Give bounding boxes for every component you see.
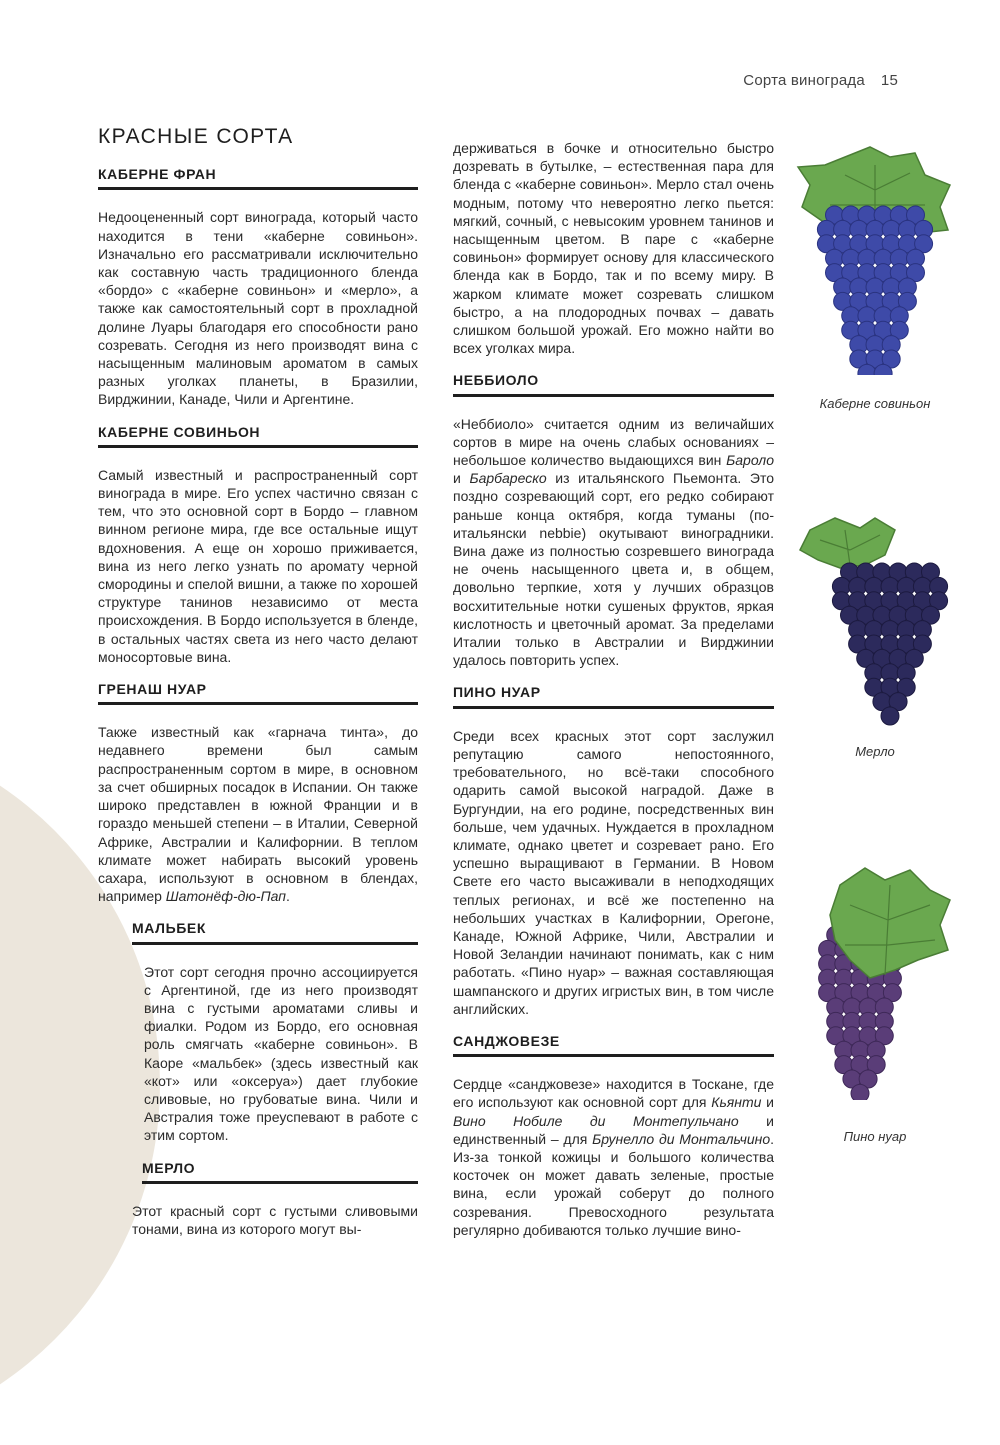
text-cabernet-sauvignon: Самый известный и распространенный сорт винограда в мире. Его успех частично связан с тем, что это основной сорт в Бордо – главном винном регионе мира, где все остальные ищут вдохновения. А еще он хорошо приживается, вина из него легко узнать по аромату черной смородины и спелой вишни, а также по хорошей структуре танинов независимо от места происхождения. В Бордо используется в бленде, в остальных частях света из него часто делают моносортовые вина.: [98, 466, 418, 665]
heading-cabernet-franc: КАБЕРНЕ ФРАН: [98, 165, 418, 190]
text-pinot-noir: Среди всех красных этот сорт заслужил репутацию самого непостоянного, требовательного, но всё-таки способного одарить самой высокой наградой. Даже в Бургундии, на его родине, посредственных вин больше, чем удачных. Нуждается в прохладном климате, однако цветет и созревает рано. Его успешно выращивают в Германии. В Новом Свете его часто высаживали в неподходящих теплых регионах, и всё же постепенно на небольших участках в Калифорнии, Орегоне, Канаде, Южной Африке, Чили, Австралии и Новой Зеландии начинают понимать, как с ним работать. «Пино нуар» – важная составляющая шампанского и других игристых вин, в том числе английских.: [453, 727, 774, 1017]
section-title: КРАСНЫЕ СОРТА: [98, 125, 294, 148]
header-title: Сорта винограда: [743, 72, 865, 89]
running-header: [743, 72, 898, 89]
caption-merlot: Мерло: [855, 744, 895, 759]
heading-merlot: МЕРЛО: [142, 1159, 418, 1184]
left-column: [98, 125, 418, 1238]
text-malbec: Этот сорт сегодня прочно ассоциируется с Аргентиной, где из него производят вина с густыми ароматами сливы и фиалки. Родом из Бордо, его основная роль смягчать «каберне совиньон». В Каоре «мальбек» (здесь известный как «кот» или «оксеруа») дает глубокие сливовые, но грубоватые вина. Чили и Австралия тоже преуспевают в работе с этим сортом.: [144, 963, 418, 1144]
text-merlot: Этот красный сорт с густыми сливовыми тонами, вина из которого могут вы-: [132, 1202, 418, 1237]
caption-cabernet-sauvignon: Каберне совиньон: [819, 396, 931, 411]
text-sangiovese: Сердце «санджовезе» находится в Тоскане, где его используют как основной сорт для Кьянти и Вино Нобиле ди Монтепульчано и единственный – для Брунелло ди Монтальчино. Из-за тонкой кожицы и большого количества косточек он может давать зеленые, простые вина, если урожай соберут до полного созревания. Превосходного результата регулярно добиваются только лучшие вино-: [453, 1076, 774, 1238]
heading-nebbiolo: НЕББИОЛО: [453, 371, 774, 396]
text-cabernet-franc: Недооцененный сорт винограда, который часто находится в тени «каберне совиньон». Изначально его рассматривали исключительно как составную часть традиционного бленда «бордо» с «каберне совиньон» и «мерло», а также как самостоятельный сорт в прохладной долине Луары благодаря его способности рано созревать. Сегодня из него производят вина с насыщенным малиновым ароматом в самых разных уголках планеты, в Бразилии, Вирджинии, Канаде, Чили и Аргентине.: [98, 209, 418, 408]
heading-grenache: ГРЕНАШ НУАР: [98, 680, 418, 705]
heading-cabernet-sauvignon: КАБЕРНЕ СОВИНЬОН: [98, 423, 418, 448]
heading-malbec: МАЛЬБЕК: [132, 919, 418, 944]
heading-sangiovese: САНДЖОВЕЗЕ: [453, 1032, 774, 1057]
page-number: 15: [880, 72, 898, 89]
text-nebbiolo: «Неббиоло» считается одним из величайших сортов в мире на очень слабых основаниях – небольшое количество выдающихся вин Бароло и Барбареско из итальянского Пьемонта. Это поздно созревающий сорт, его редко собирают раньше конца октября, когда туманы (по-итальянски nebbie) окутывают виноградники. Вина даже из полностью созревшего винограда не очень насыщенного цвета и, в общем, довольно терпкие, хотя у лучших образцов восхитительные нотки сушеных фруктов, яркая кислотность и цветочный аромат. За пределами Италии только в Австралии и Вирджинии удалось повторить успех.: [453, 415, 774, 669]
grape-bunch-icon: [790, 510, 960, 735]
right-column: [453, 139, 774, 1239]
heading-pinot-noir: ПИНО НУАР: [453, 683, 774, 708]
grape-bunch-icon: [790, 145, 960, 375]
text-merlot-continued: держиваться в бочке и относительно быстро дозревать в бутылке, – естественная пара для бленда с «каберне совиньон». Мерло стал очень модным, потому что невероятно легко пьется: мягкий, сочный, с невысоким уровнем танинов и насыщенным цветом. В паре с «каберне совиньон» формирует основу для классического бленда как в Бордо, так и по всему миру. В жарком климате может созревать слишком быстро, а на плодородных почвах – давать слишком большой урожай. Его можно найти во всех уголках мира.: [453, 140, 774, 357]
caption-pinot-noir: Пино нуар: [843, 1129, 907, 1144]
grape-bunch-icon: [800, 860, 960, 1100]
text-grenache: Также известный как «гарнача тинта», до недавнего времени был самым распространенным сортом в мире, в основном за счет обширных посадок в Испании. Он также широко представлен в южной Франции и в гораздо меньшей степени – в Италии, Северной Африке, Австралии и Калифорнии. В теплом климате может набирать высокий уровень сахара, используют в основном в блендах, например Шатонёф-дю-Пап.: [98, 724, 418, 905]
